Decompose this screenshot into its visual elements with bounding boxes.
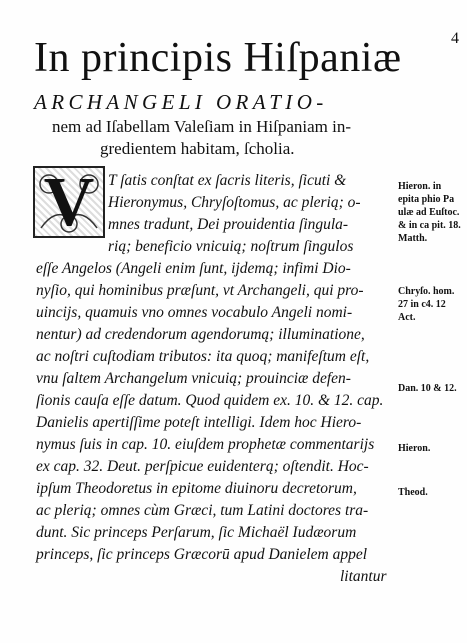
text-line: ac plerią; omnes cùm Græci, tum Latini doctores tra-	[36, 502, 369, 519]
page-number: 4	[451, 30, 459, 47]
text-line: ac noſtri cuſtodiam tributos: ita quoq; manifeſtum eſt,	[36, 348, 370, 365]
text-line: vnu ſaltem Archangelum vnicuią; prouinciæ defen-	[36, 370, 351, 387]
margin-note: Dan. 10 & 12.	[398, 383, 457, 394]
text-line: uincijs, quamuis vno omnes vocabulo Angeli nomi-	[36, 304, 353, 321]
subtitle-line-2: nem ad Iſabellam Valeſiam in Hiſpaniam in-	[52, 117, 351, 136]
subtitle-line-3: gredientem habitam, ſcholia.	[100, 139, 295, 158]
text-line: litantur	[340, 568, 387, 585]
subtitle-line-1: ARCHANGELI ORATIO-	[34, 90, 328, 114]
text-line: ſionis cauſa eſſe datum. Quod quidem ex. 10. & 12. cap.	[36, 392, 384, 409]
margin-note: Hieron. in epita phio Pa ulæ ad Euſtoc. & in ca pit. 18. Matth.	[398, 181, 461, 244]
margin-note: Hieron.	[398, 443, 431, 454]
text-line: princeps, ſic princeps Græcorū apud Danielem appel	[36, 546, 368, 563]
text-line: nentur) ad credendorum agendorumą; illuminatione,	[36, 326, 365, 343]
margin-note: Chryſo. hom. 27 in c4. 12 Act.	[398, 286, 455, 323]
text-line: nymus ſuis in cap. 10. eiuſdem prophetæ commentarijs	[36, 436, 375, 453]
margin-note: Theod.	[398, 487, 428, 498]
text-line: ex cap. 32. Deut. perſpicue euidenterą; oſtendit. Hoc-	[36, 458, 369, 475]
text-line: nyſio, qui hominibus præſunt, vt Archangeli, qui pro-	[36, 282, 364, 299]
initial-letter: V	[43, 164, 95, 241]
text-line: Hieronymus, Chryſoſtomus, ac plerią; o-	[108, 194, 361, 211]
text-line: dunt. Sic princeps Perſarum, ſic Michaël Iudæorum	[36, 524, 357, 541]
text-line: rią; beneficio vnicuią; noſtrum ſingulos	[108, 238, 354, 255]
decorated-initial	[33, 164, 105, 241]
text-line: eſſe Angelos (Angeli enim ſunt, ijdemą; infimi Dio-	[36, 260, 351, 277]
text-line: T ſatis conſtat ex ſacris literis, ſicuti &	[108, 172, 347, 189]
text-line: ipſum Theodoretus in epitome diuinoru decretorum,	[36, 480, 357, 497]
text-line: mnes tradunt, Dei prouidentia ſingula-	[108, 216, 349, 233]
text-line: Danielis apertiſſime poteſt intelligi. Idem hoc Hiero-	[36, 414, 362, 431]
page-title: In principis Hiſpaniæ	[34, 35, 402, 81]
